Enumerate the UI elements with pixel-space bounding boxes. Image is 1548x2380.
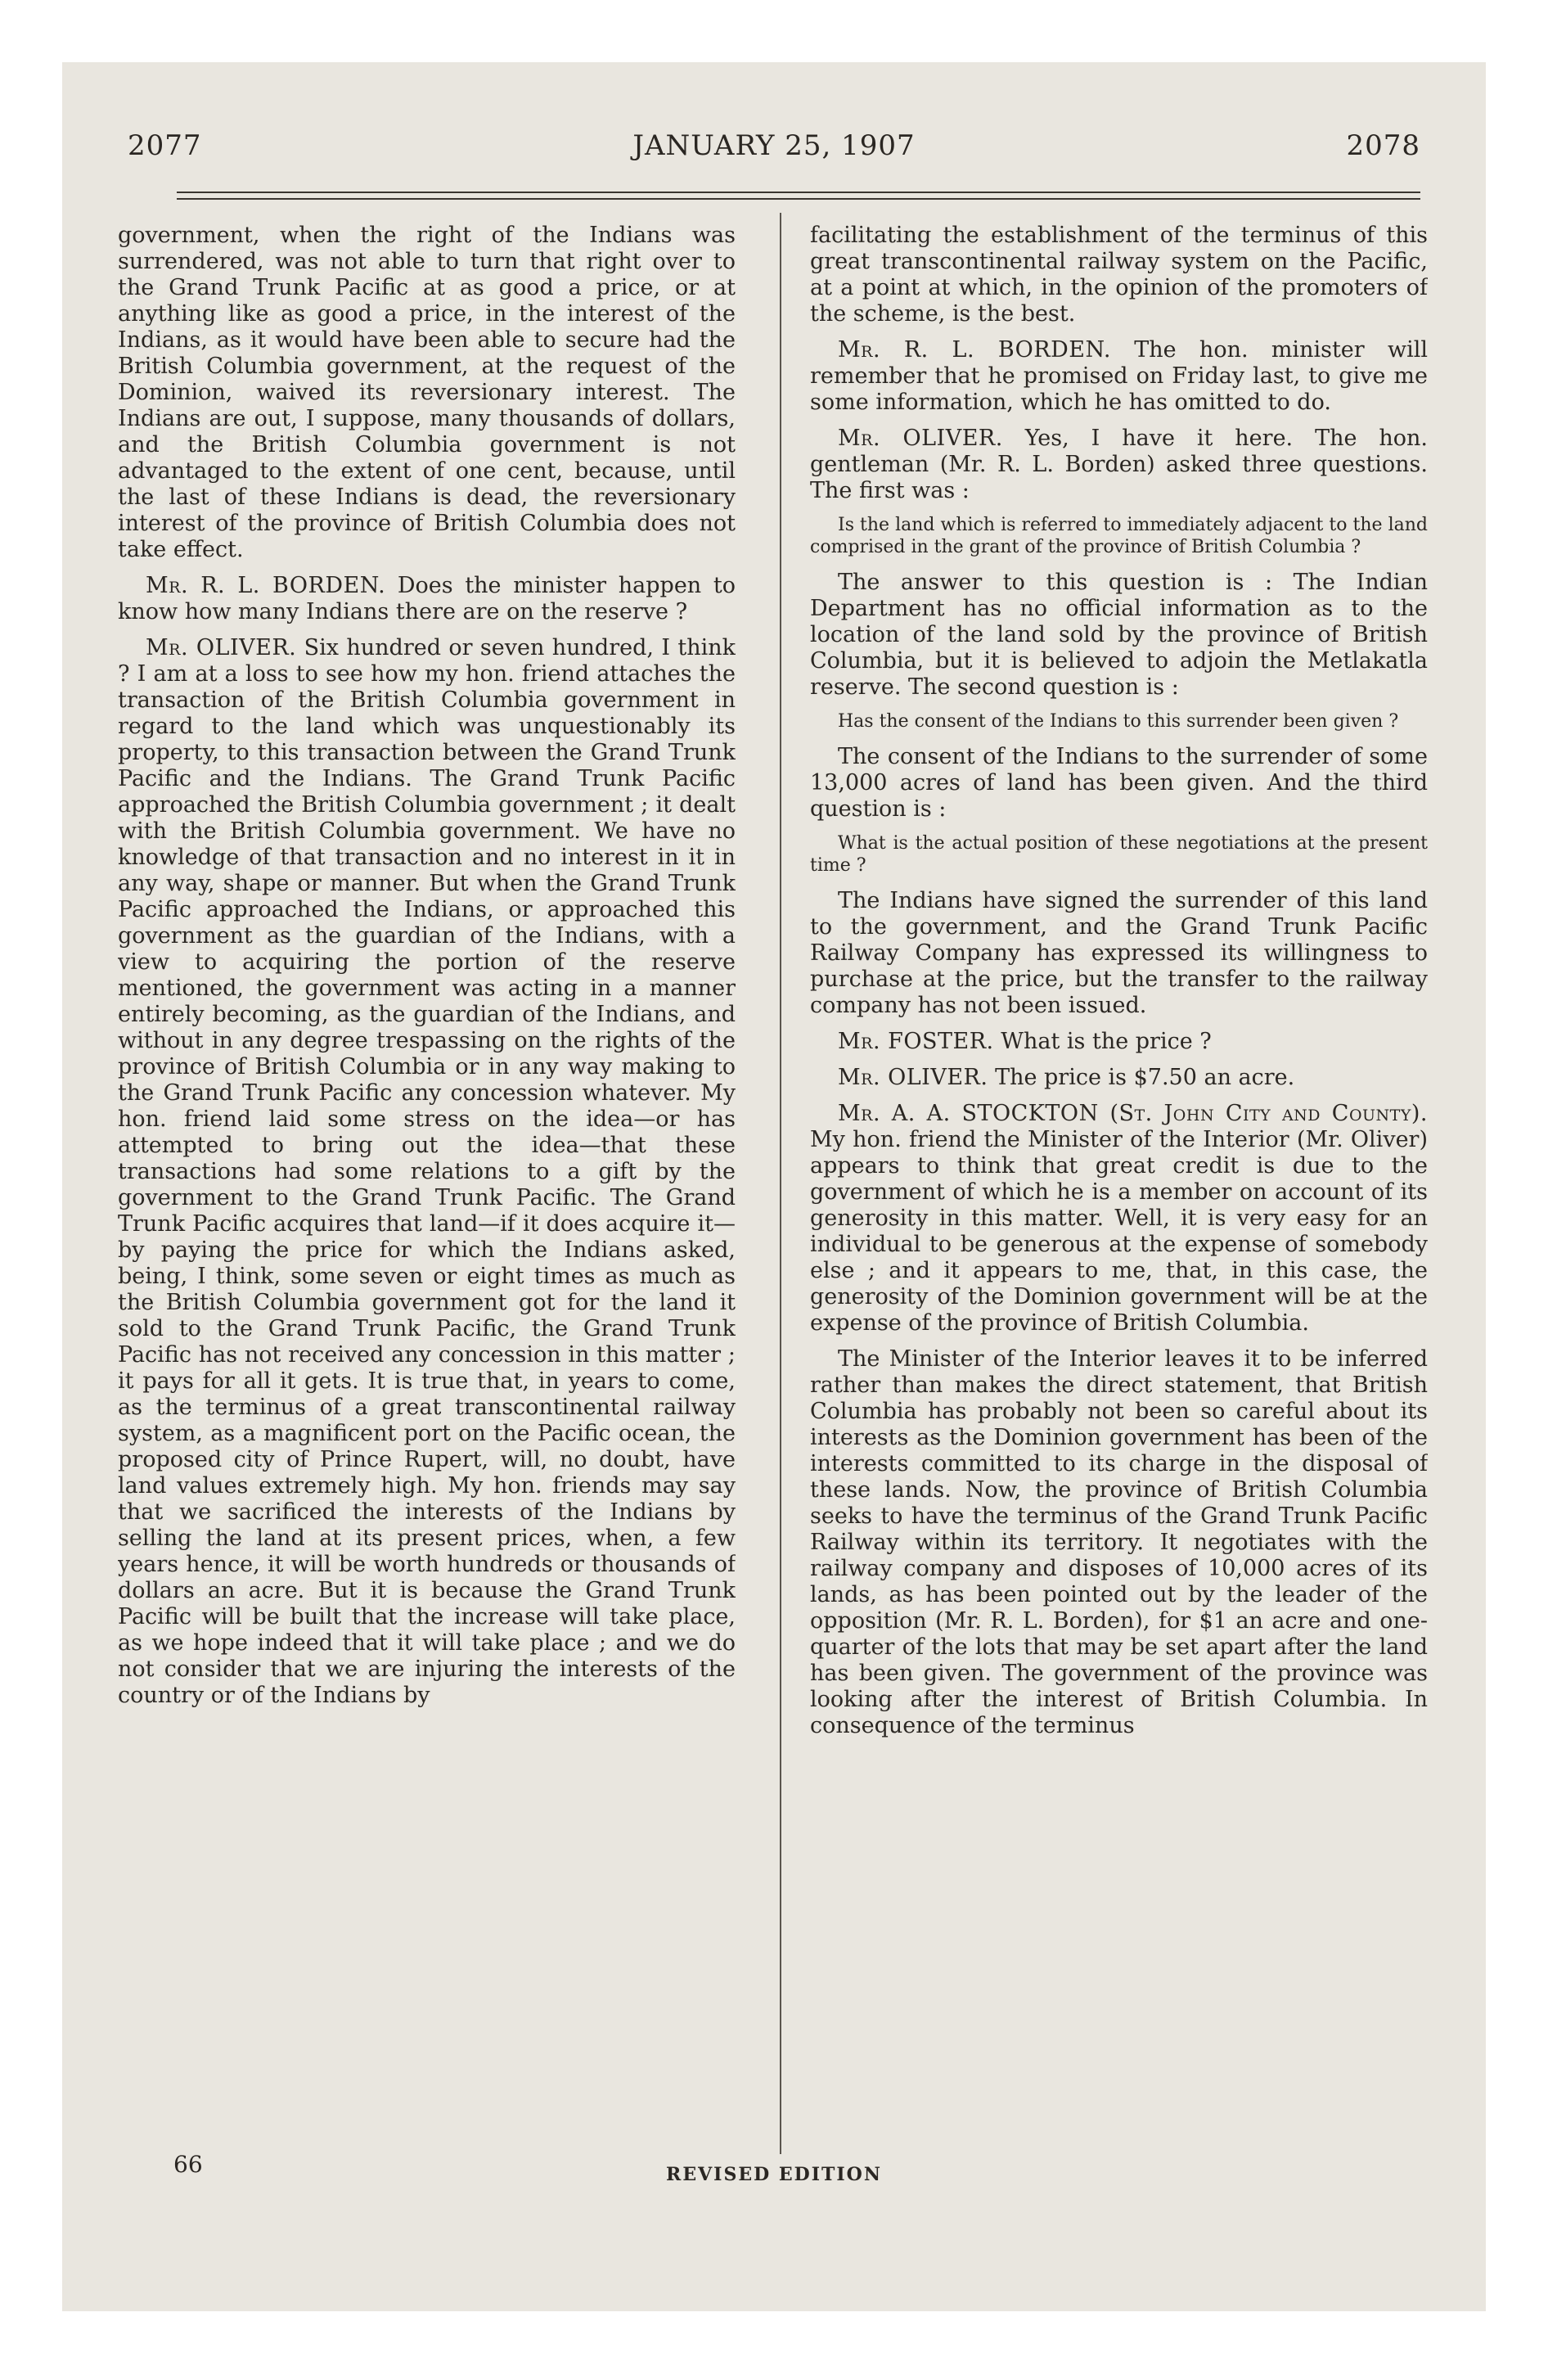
paragraph-text: The hon. minister will remember that he promised on Friday last, to give me some information, which he has omitted to do. — [810, 337, 1428, 415]
quote-text: Is the land which is referred to immediately adjacent to the land comprised in the grant of the province of British Columbia ? — [810, 515, 1428, 557]
quoted-question-3 — [810, 832, 1428, 877]
quoted-question-2 — [810, 710, 1428, 732]
right-paragraph-3 — [810, 426, 1428, 504]
right-paragraph-4 — [810, 570, 1428, 701]
page-number-right: 2078 — [1346, 129, 1420, 162]
edition-footer: REVISED EDITION — [666, 2164, 882, 2185]
quote-text: What is the actual position of these negotiations at the present time ? — [810, 833, 1428, 876]
paragraph-text: What is the price ? — [1001, 1029, 1212, 1054]
column-divider — [780, 213, 781, 2154]
speaker-name: Mr. OLIVER. — [838, 1065, 988, 1090]
speaker-name: Mr. R. L. BORDEN. — [838, 337, 1111, 363]
quoted-question-1 — [810, 514, 1428, 558]
header-rule — [177, 192, 1420, 200]
paragraph-text: The Minister of the Interior leaves it to be inferred rather than makes the direct statement, that British Columbia has probably not been so careful about its interests as the Dominion government has been of the interests committed to its charge in the disposal of these lands. Now, the province of British Columbia seeks to have the terminus of the Grand Trunk Pacific Railway within its territory. It negotiates with the railway company and disposes of 10,000 acres of its lands, as has been pointed out by the leader of the opposition (Mr. R. L. Borden), for $1 an acre and one-quarter of the lots that may be set apart after the land has been given. The government of the province was looking after the interest of British Columbia. In consequence of the terminus — [810, 1346, 1428, 1738]
paragraph-text: The Indians have signed the surrender of this land to the government, and the Grand Trunk Pacific Railway Company has expressed its willingness to purchase at the price, but the transfer to the railway company has not been issued. — [810, 888, 1428, 1018]
paragraph-text: The price is $7.50 an acre. — [995, 1065, 1295, 1090]
signature-mark: 66 — [173, 2151, 203, 2178]
speaker-name: Mr. R. L. BORDEN. — [146, 573, 386, 598]
quote-text: Has the consent of the Indians to this surrender been given ? — [838, 711, 1399, 732]
left-paragraph-3 — [118, 635, 736, 1709]
paragraph-text: The consent of the Indians to the surrender of some 13,000 acres of land has been given. And the third question is : — [810, 744, 1428, 822]
right-paragraph-2 — [810, 337, 1428, 416]
paragraph-text: facilitating the establishment of the terminus of this great transcontinental railway system on the Pacific, at a point at which, in the opinion of the promoters of the scheme, is the best. — [810, 223, 1428, 327]
page-date: JANUARY 25, 1907 — [632, 129, 916, 162]
paragraph-text: My hon. friend the Minister of the Interior (Mr. Oliver) appears to think that great credit is due to the government of which he is a member on account of its generosity in this matter. Well, it is very easy for an individual to be generous at the expense of somebody else ; and it appears to me, that, in this case, the generosity of the Dominion government will be at the expense of the province of British Columbia. — [810, 1127, 1428, 1336]
paragraph-text: government, when the right of the Indians was surrendered, was not able to turn that right over to the Grand Trunk Pacific at as good a price, or at anything like as good a price, in the interest of the Indians, as it would have been able to secure had the British Columbia government, at the request of the Dominion, waived its reversionary interest. The Indians are out, I suppose, many thousands of dollars, and the British Columbia government is not advantaged to the extent of one cent, because, until the last of these Indians is dead, the reversionary interest of the province of British Columbia does not take effect. — [118, 223, 736, 562]
speaker-name: Mr. OLIVER. — [146, 635, 297, 660]
right-paragraph-7 — [810, 1029, 1428, 1055]
page-number-left: 2077 — [128, 129, 202, 162]
right-paragraph-8 — [810, 1065, 1428, 1091]
right-column — [810, 223, 1428, 2138]
speaker-name: Mr. FOSTER. — [838, 1029, 994, 1054]
document-page — [62, 62, 1486, 2311]
paragraph-text: Yes, I have it here. The hon. gentleman (Mr. R. L. Borden) asked three questions. The first was : — [810, 426, 1428, 503]
left-paragraph-1 — [118, 223, 736, 563]
left-column — [118, 223, 736, 2138]
left-paragraph-2 — [118, 573, 736, 625]
right-paragraph-6 — [810, 888, 1428, 1019]
right-paragraph-9 — [810, 1101, 1428, 1336]
right-paragraph-5 — [810, 744, 1428, 823]
speaker-name: Mr. A. A. STOCKTON (St. John City and County). — [838, 1101, 1428, 1126]
paragraph-text: The answer to this question is : The Indian Department has no official information as to the location of the land sold by the province of British Columbia, but it is believed to adjoin the Metlakatla reserve. The second question is : — [810, 570, 1428, 700]
right-paragraph-10 — [810, 1346, 1428, 1739]
right-paragraph-1 — [810, 223, 1428, 327]
paragraph-text: Does the minister happen to know how many Indians there are on the reserve ? — [118, 573, 736, 624]
paragraph-text: Six hundred or seven hundred, I think ? I am at a loss to see how my hon. friend attaches the transaction of the British Columbia government in regard to the land which was unquestionably its property, to this transaction between the Grand Trunk Pacific and the Indians. The Grand Trunk Pacific approached the British Columbia government ; it dealt with the British Columbia government. We have no knowledge of that transaction and no interest in it in any way, shape or manner. But when the Grand Trunk Pacific approached the Indians, or approached this government as the guardian of the Indians, with a view to acquiring the portion of the reserve mentioned, the government was acting in a manner entirely becoming, as the guardian of the Indians, and without in any degree trespassing on the rights of the province of British Columbia or in any way making to the Grand Trunk Pacific any concession whatever. My hon. friend laid some stress on the idea—or has attempted to bring out the idea—that these transactions had some relations to a gift by the government to the Grand Trunk Pacific. The Grand Trunk Pacific acquires that land—if it does acquire it—by paying the price for which the Indians asked, being, I think, some seven or eight times as much as the British Columbia government got for the land it sold to the Grand Trunk Pacific, the Grand Trunk Pacific has not received any concession in this matter ; it pays for all it gets. It is true that, in years to come, as the terminus of a great transcontinental railway system, as a magnificent port on the Pacific ocean, the proposed city of Prince Rupert, will, no doubt, have land values extremely high. My hon. friends may say that we sacrificed the interests of the Indians by selling the land at its present prices, when, a few years hence, it will be worth hundreds or thousands of dollars an acre. But it is because the Grand Trunk Pacific will be built that the increase will take place, as we hope indeed that it will take place ; and we do not consider that we are injuring the interests of the country or of the Indians by — [118, 635, 736, 1708]
speaker-name: Mr. OLIVER. — [838, 426, 1003, 451]
running-head — [128, 129, 1420, 178]
